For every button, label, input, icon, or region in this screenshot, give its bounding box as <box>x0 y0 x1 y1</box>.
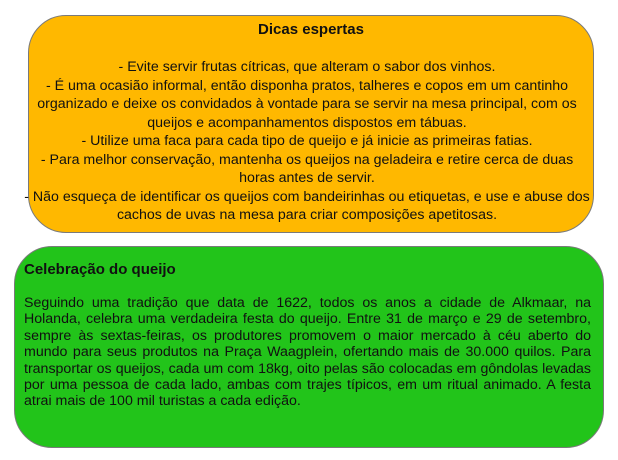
celebration-paragraph: Seguindo uma tradição que data de 1622, todos os anos a cidade de Alkmaar, na Holanda, celebra uma verdadeira festa do queijo. Entre 31 de março e 29 de setembro, sempre às sextas-feiras, os produtores promovem o maior mercado à céu aberto do mundo para seus produtos na Praça Waagplein, ofertando mais de 30.000 quilos. Para transportar os queijos, cada um com 18kg, oito pelas são colocadas em gôndolas levadas por uma pessoa de cada lado, ambas com trajes típicos, em um ritual animado. A festa atrai mais de 100 mil turistas a cada edição. <box>24 295 591 410</box>
celebration-box <box>14 246 604 448</box>
tip-item: - Não esqueça de identificar os queijos com bandeirinhas ou etiquetas, e use e abuse dos cachos de uvas na mesa para criar composições apetitosas. <box>24 188 594 223</box>
tips-box <box>24 15 594 233</box>
tips-title: Dicas espertas <box>258 21 364 38</box>
tip-item: - Utilize uma faca para cada tipo de queijo e já inicie as primeiras fatias. <box>81 133 533 149</box>
tips-list <box>23 58 594 225</box>
celebration-title: Celebração do queijo <box>24 261 176 278</box>
tip-item: - Evite servir frutas cítricas, que alteram o sabor dos vinhos. <box>118 59 496 75</box>
tip-item: - Para melhor conservação, mantenha os queijos na geladeira e retire cerca de duas horas antes de servir. <box>40 151 578 186</box>
tip-item: - É uma ocasião informal, então disponha pratos, talheres e copos em um cantinho organizado e deixe os convidados à vontade para se servir na mesa principal, com os queijos e acompanhamentos dispostos em tábuas. <box>37 77 581 131</box>
